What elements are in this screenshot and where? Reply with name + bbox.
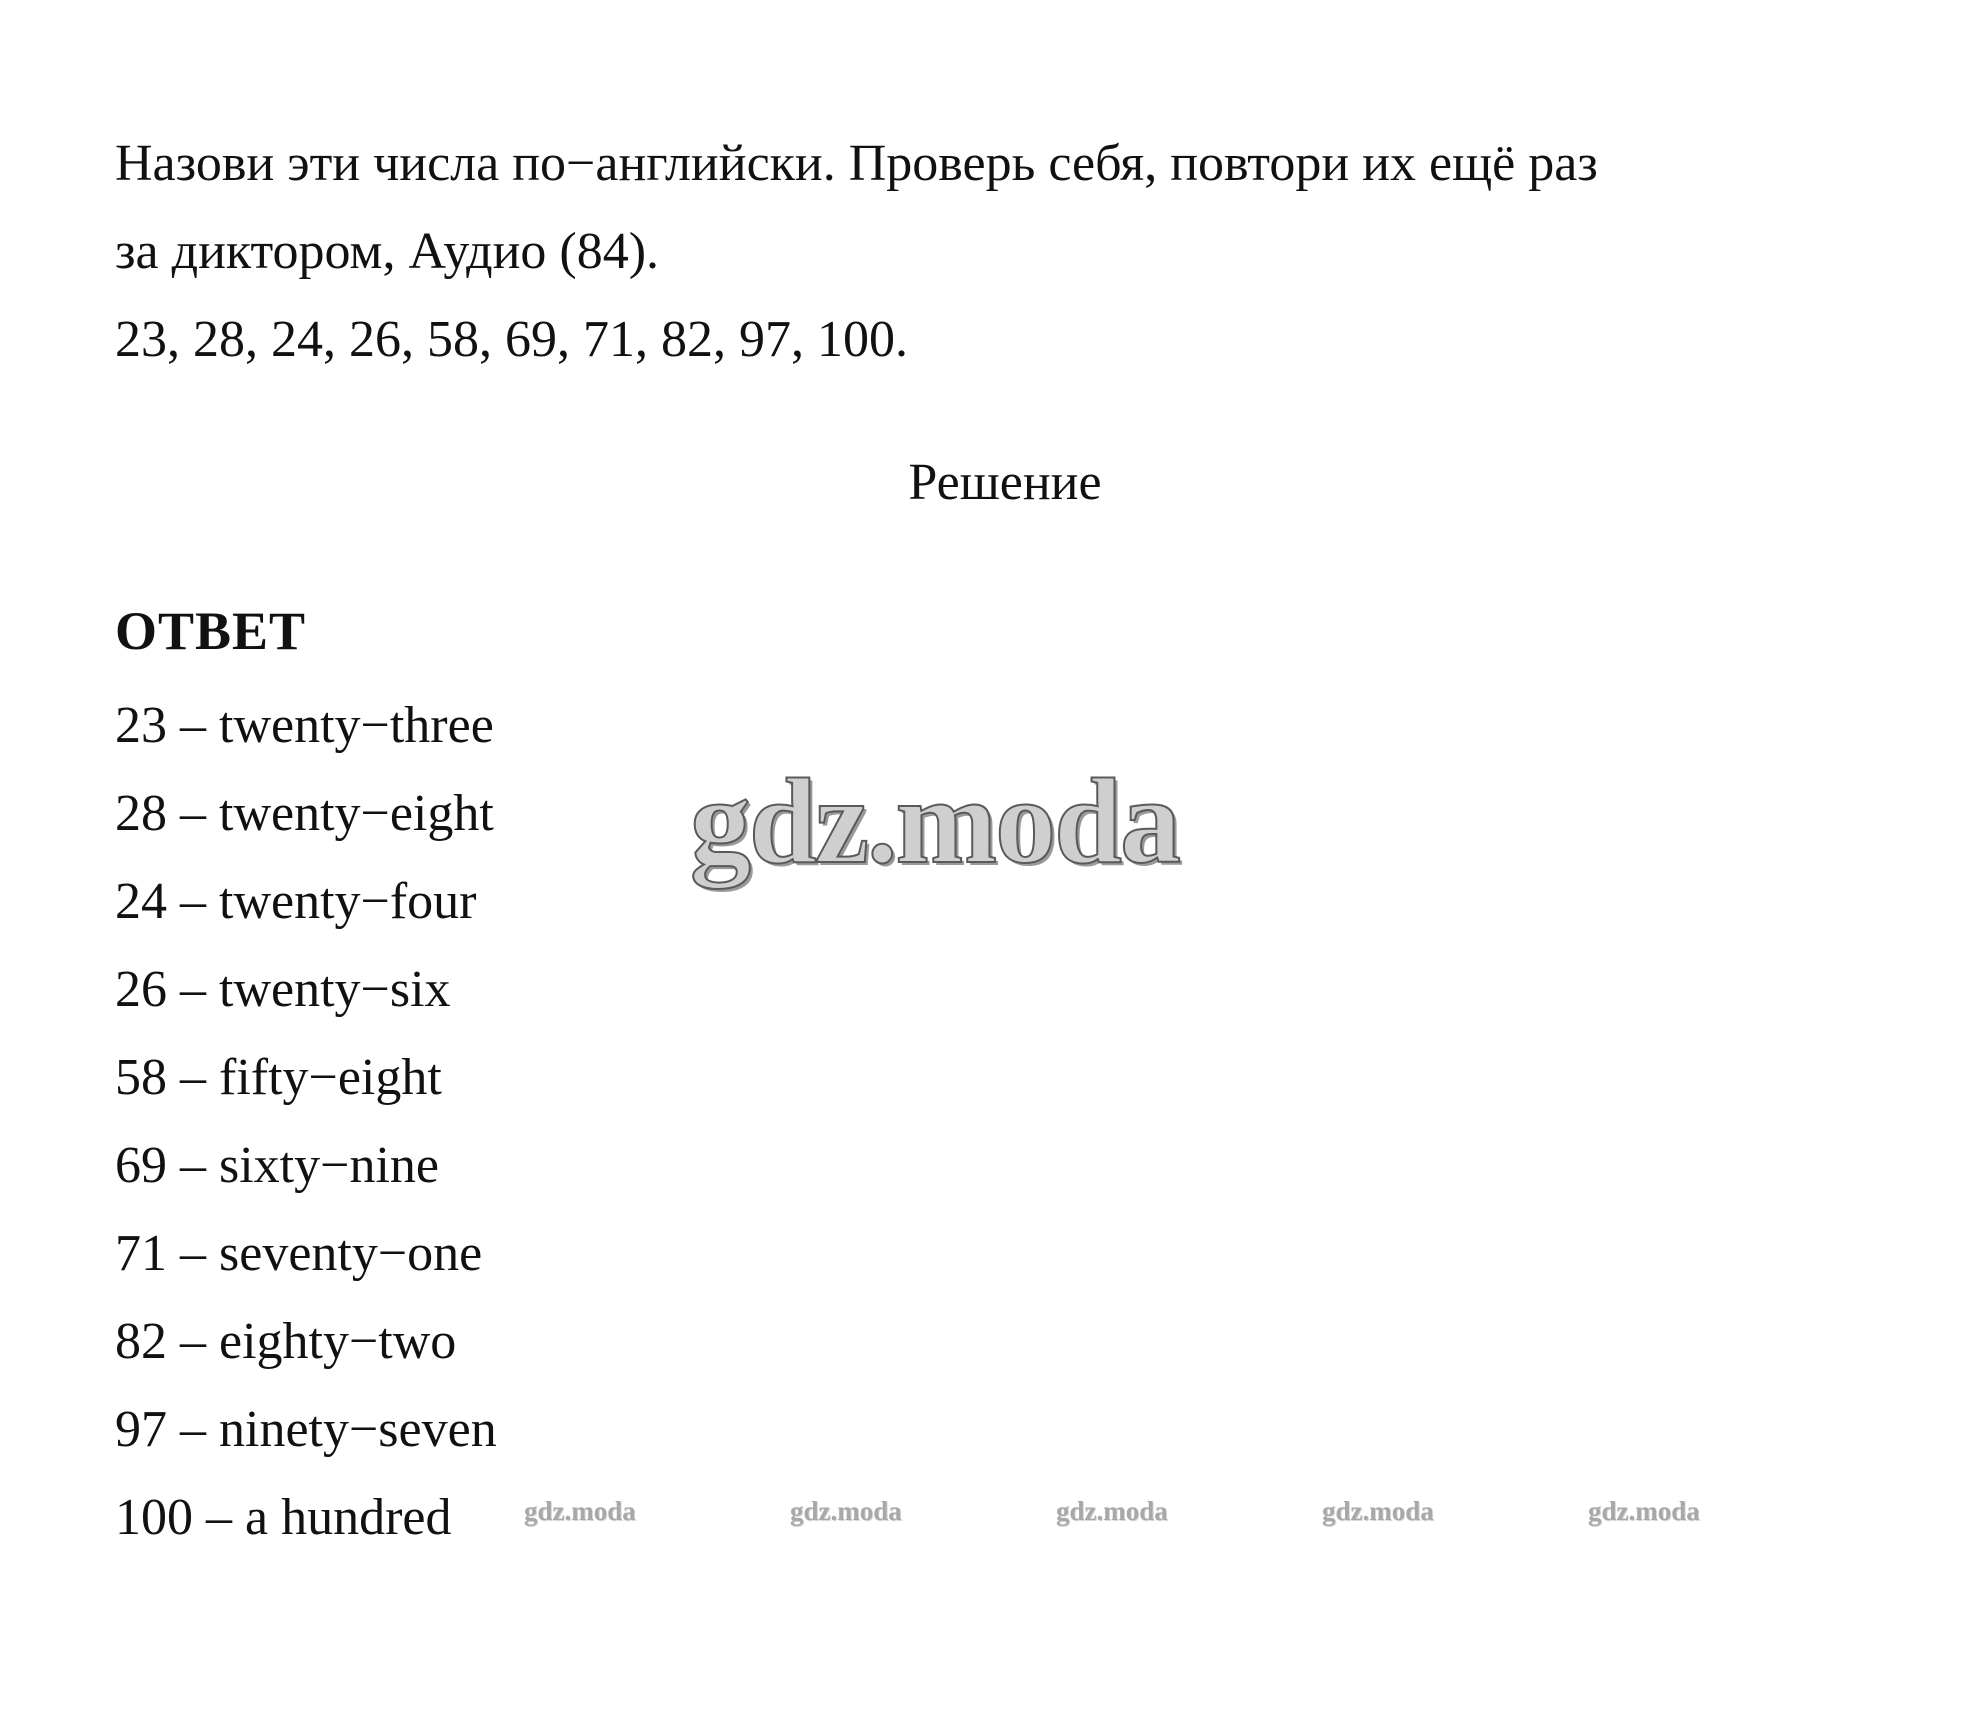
answer-item: 28 – twenty−eight (115, 785, 494, 842)
task-line-1: Назови эти числа по−английски. Проверь себя, повтори их ещё раз (115, 135, 1598, 192)
watermark-small: gdz.moda (1588, 1496, 1700, 1526)
answer-item: 71 – seventy−one (115, 1225, 483, 1282)
answer-item: 69 – sixty−nine (115, 1137, 439, 1194)
task-line-2: за диктором, Аудио (84). (115, 223, 660, 280)
answer-list (115, 682, 497, 1562)
watermark-small: gdz.moda (524, 1496, 636, 1526)
answer-item: 24 – twenty−four (115, 873, 477, 930)
task-text (115, 120, 1875, 384)
answer-item: 97 – ninety−seven (115, 1401, 497, 1458)
solution-heading: Решение (908, 454, 1102, 511)
answer-item: 82 – eighty−two (115, 1313, 457, 1370)
watermark-main: gdz.moda (690, 754, 1179, 889)
answer-item: 26 – twenty−six (115, 961, 451, 1018)
watermark-small: gdz.moda (1056, 1496, 1168, 1526)
answer-item: 23 – twenty−three (115, 697, 494, 754)
answer-item: 58 – fifty−eight (115, 1049, 442, 1106)
watermark-small: gdz.moda (790, 1496, 902, 1526)
watermark-small: gdz.moda (1322, 1496, 1434, 1526)
answer-item: 100 – a hundred (115, 1489, 452, 1546)
answer-label: ОТВЕТ (115, 601, 307, 661)
task-numbers: 23, 28, 24, 26, 58, 69, 71, 82, 97, 100. (115, 311, 908, 368)
